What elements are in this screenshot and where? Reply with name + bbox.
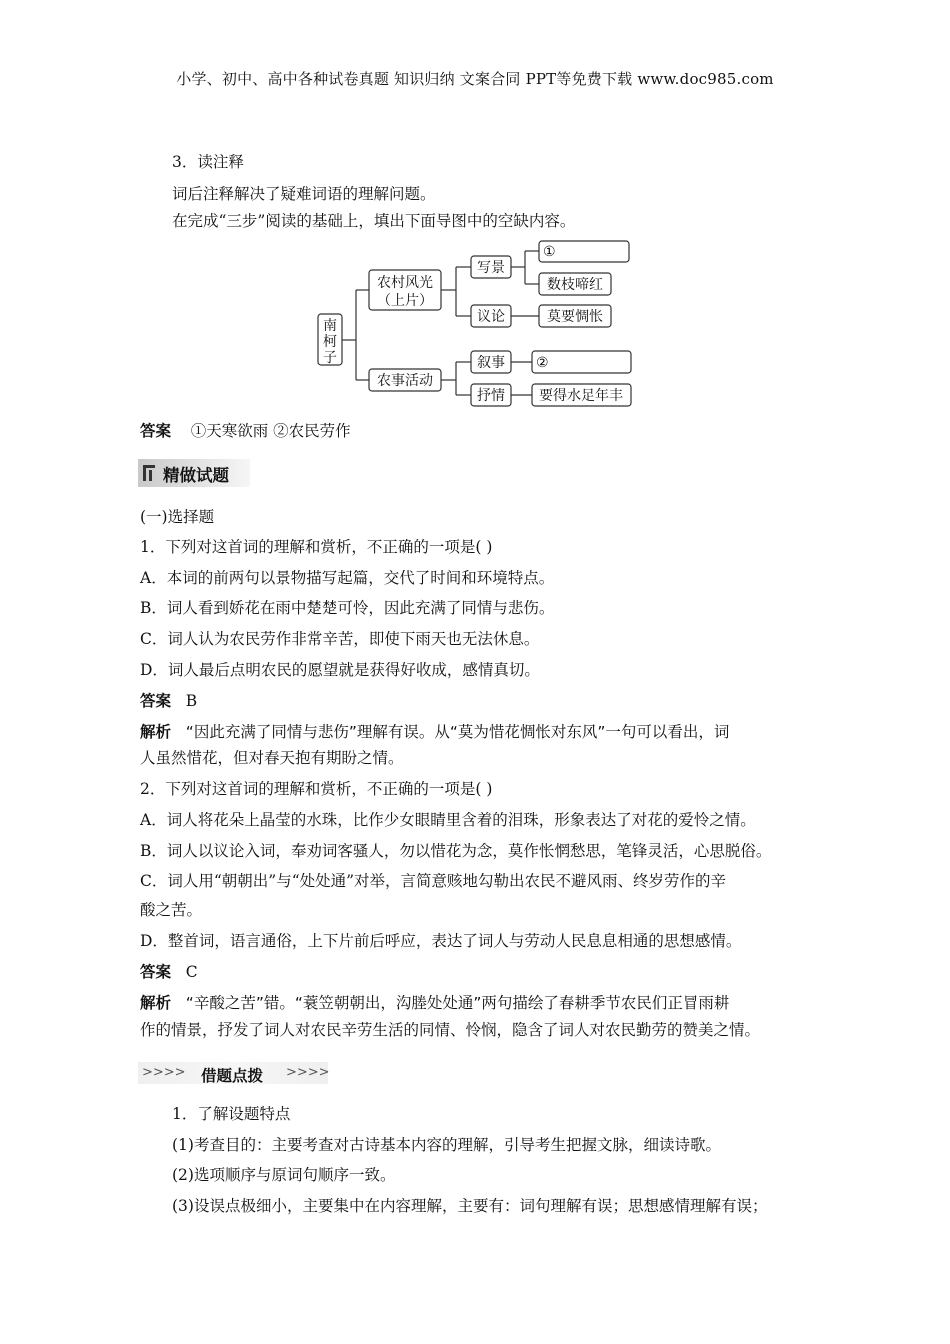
node-shuzhi: 数枝啼红 [547, 277, 603, 293]
part1-heading: (一)选择题 [140, 508, 215, 526]
branch2-label: 农事活动 [377, 373, 433, 389]
q2-stem: 2．下列对这首词的理解和赏析，不正确的一项是( ) [140, 780, 493, 798]
answer0 [140, 421, 351, 441]
tip-arrows-right: >>>> [286, 1065, 330, 1080]
tips-item-2: (2)选项顺序与原词句顺序一致。 [172, 1166, 396, 1184]
tips-item-1: (1)考查目的：主要考查对古诗基本内容的理解，引导考生把握文脉，细读诗歌。 [172, 1136, 721, 1154]
node-xiejing: 写景 [477, 260, 505, 276]
tips-heading: 1．了解设题特点 [172, 1105, 291, 1123]
q1-answer-value: B [185, 692, 198, 710]
q2-answer-value: C [185, 963, 198, 981]
q2-analysis-label: 解析 [140, 993, 172, 1012]
root-char-2: 柯 [323, 334, 337, 350]
answer-text: ①天寒欲雨 ②农民劳作 [190, 422, 351, 440]
q2-option-a: A．词人将花朵上晶莹的水珠，比作少女眼睛里含着的泪珠，形象表达了对花的爱怜之情。 [140, 811, 756, 829]
tip-arrows-left: >>>> [142, 1065, 186, 1080]
q1-analysis-text1: “因此充满了同情与悲伤”理解有误。从“莫为惜花惆怅对东风”一句可以看出，词 [185, 723, 730, 741]
mind-map-diagram [0, 0, 950, 420]
branch1-sublabel: （上片） [377, 293, 433, 309]
step3-line1: 词后注释解决了疑难词语的理解问题。 [172, 185, 436, 203]
q1-answer-label: 答案 [140, 691, 172, 710]
q1-option-c: C．词人认为农民劳作非常辛苦，即使下雨天也无法休息。 [140, 630, 540, 648]
node-blank1: ① [543, 244, 556, 260]
q1-analysis-line1 [140, 722, 729, 742]
step3-line2: 在完成“三步”阅读的基础上，填出下面导图中的空缺内容。 [172, 212, 576, 230]
node-yaode: 要得水足年丰 [539, 388, 623, 404]
q2-option-c-line2: 酸之苦。 [140, 901, 203, 919]
q2-option-d: D．整首词，语言通俗，上下片前后呼应，表达了词人与劳动人民息息相通的思想感情。 [140, 932, 742, 950]
step3-title: 3．读注释 [172, 153, 244, 171]
section-marker-icon [143, 465, 155, 481]
q1-option-b: B．词人看到娇花在雨中楚楚可怜，因此充满了同情与悲伤。 [140, 599, 555, 617]
answer-label: 答案 [140, 421, 172, 440]
node-shuqing: 抒情 [477, 388, 505, 404]
q1-answer [140, 691, 197, 711]
q1-option-a: A．本词的前两句以景物描写起篇，交代了时间和环境特点。 [140, 569, 555, 587]
q1-option-d: D．词人最后点明农民的愿望就是获得好收成，感情真切。 [140, 661, 540, 679]
tip-title: 借题点拨 [201, 1067, 264, 1085]
root-char-3: 子 [323, 350, 337, 366]
node-blank2: ② [536, 355, 549, 371]
q2-analysis-text1: “辛酸之苦”错。“蓑笠朝朝出，沟塍处处通”两句描绘了春耕季节农民们正冒雨耕 [185, 994, 730, 1012]
q2-analysis-line1 [140, 993, 729, 1013]
q1-stem: 1．下列对这首词的理解和赏析，不正确的一项是( ) [140, 538, 493, 556]
q1-analysis-label: 解析 [140, 722, 172, 741]
q2-analysis-line2: 作的情景，抒发了词人对农民辛劳生活的同情、怜悯，隐含了词人对农民勤劳的赞美之情。 [140, 1021, 761, 1039]
node-moyao: 莫要惆怅 [547, 309, 603, 325]
section-title: 精做试题 [163, 466, 229, 485]
node-xushi: 叙事 [477, 355, 505, 371]
branch1-label: 农村风光 [377, 275, 433, 291]
q2-answer-label: 答案 [140, 962, 172, 981]
root-char-1: 南 [323, 318, 337, 334]
q2-option-b: B．词人以议论入词，奉劝词客骚人，勿以惜花为念，莫作怅惘愁思，笔锋灵活，心思脱俗。 [140, 842, 772, 860]
q2-option-c-line1: C．词人用“朝朝出”与“处处通”对举，言简意赅地勾勒出农民不避风雨、终岁劳作的辛 [140, 872, 727, 890]
node-yilun: 议论 [477, 309, 505, 325]
q1-analysis-line2: 人虽然惜花，但对春天抱有期盼之情。 [140, 749, 404, 767]
tips-item-3: (3)设误点极细小，主要集中在内容理解，主要有：词句理解有误；思想感情理解有误； [172, 1197, 768, 1215]
page-header: 小学、初中、高中各种试卷真题 知识归纳 文案合同 PPT等免费下载 www.doc985.com [176, 70, 774, 88]
q2-answer [140, 962, 198, 982]
